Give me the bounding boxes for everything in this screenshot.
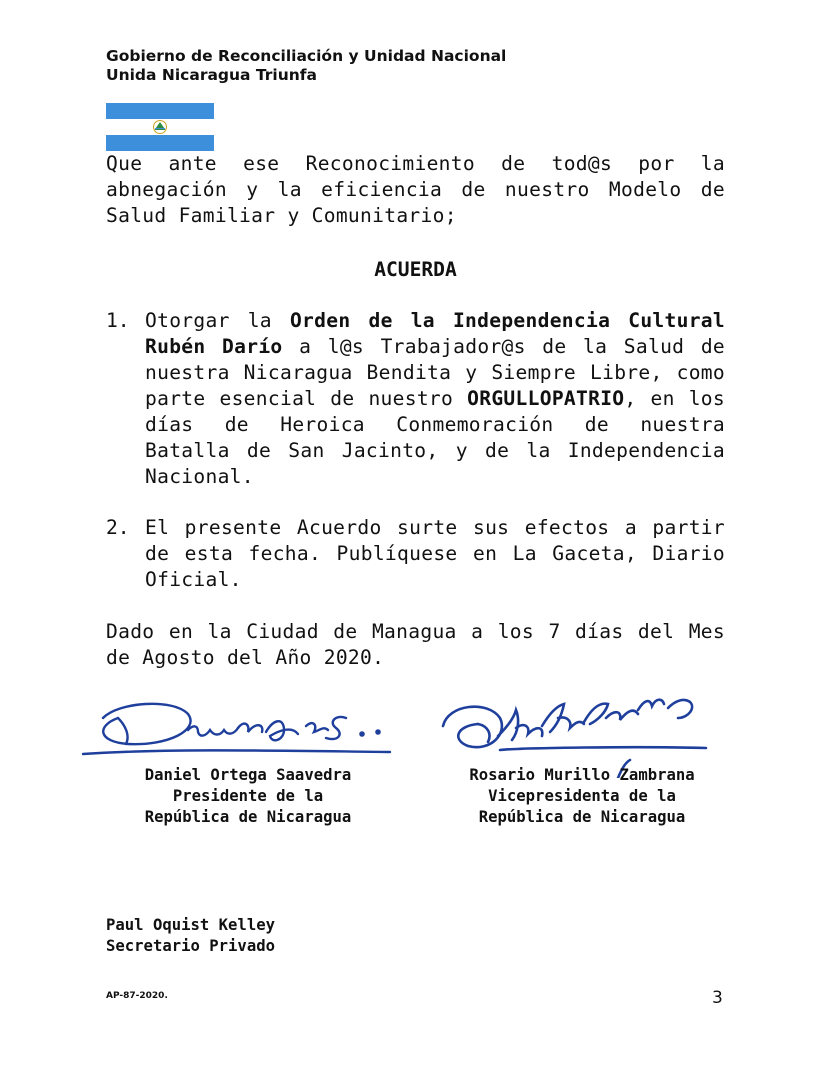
secretary-name: Paul Oquist Kelley	[106, 916, 275, 934]
orgullopatrio-term: ORGULLOPATRIO	[467, 387, 625, 410]
president-name: Daniel Ortega Saavedra	[144, 766, 352, 784]
article-1-text-c: , en los días de Heroica Conmemoración de nuestra Batalla de San Jacinto, y de la Independencia Nacional.	[145, 387, 725, 488]
article-2-text: El presente Acuerdo surte sus efectos a partir de esta fecha. Publíquese en La Gaceta, Diario Oficial.	[145, 516, 725, 591]
article-1-number: 1.	[106, 309, 130, 332]
closing-paragraph: Dado en la Ciudad de Managua a los 7 días del Mes de Agosto del Año 2020.	[106, 620, 725, 669]
document-header	[106, 47, 506, 85]
vicepresident-name: Rosario Murillo Zambrana	[469, 766, 695, 784]
article-1-text	[145, 308, 725, 490]
government-name: Gobierno de Reconciliación y Unidad Nacional	[106, 47, 507, 65]
government-slogan: Unida Nicaragua Triunfa	[106, 66, 318, 84]
article-1-text-a: Otorgar la	[145, 309, 290, 332]
vicepresident-signature-block	[440, 765, 724, 828]
vicepresident-signature	[438, 678, 728, 778]
resolution-heading: ACUERDA	[374, 258, 457, 281]
document-reference: AP-87-2020.	[106, 991, 168, 1001]
president-title-1: Presidente de la	[172, 787, 324, 805]
president-signature	[78, 696, 398, 762]
page-number: 3	[712, 988, 723, 1008]
article-2-number: 2.	[106, 516, 130, 539]
nicaragua-flag-icon	[106, 103, 214, 151]
president-title-2: República de Nicaragua	[144, 808, 352, 826]
secretary-title: Secretario Privado	[106, 937, 275, 955]
article-2	[106, 515, 725, 593]
secretary-block	[106, 915, 275, 957]
vicepresident-title-2: República de Nicaragua	[478, 808, 686, 826]
article-1	[106, 308, 725, 490]
vicepresident-title-1: Vicepresidenta de la	[488, 787, 676, 805]
president-signature-block	[106, 765, 390, 828]
preamble-paragraph: Que ante ese Reconocimiento de tod@s por la abnegación y la eficiencia de nuestro Modelo de Salud Familiar y Comunitario;	[106, 152, 725, 227]
order-name: Orden de la Independencia Cultural Rubén Darío	[145, 309, 726, 358]
article-1-text-b: a l@s Trabajador@s de la Salud de nuestra Nicaragua Bendita y Siempre Libre, como parte esencial de nuestro	[145, 335, 726, 410]
